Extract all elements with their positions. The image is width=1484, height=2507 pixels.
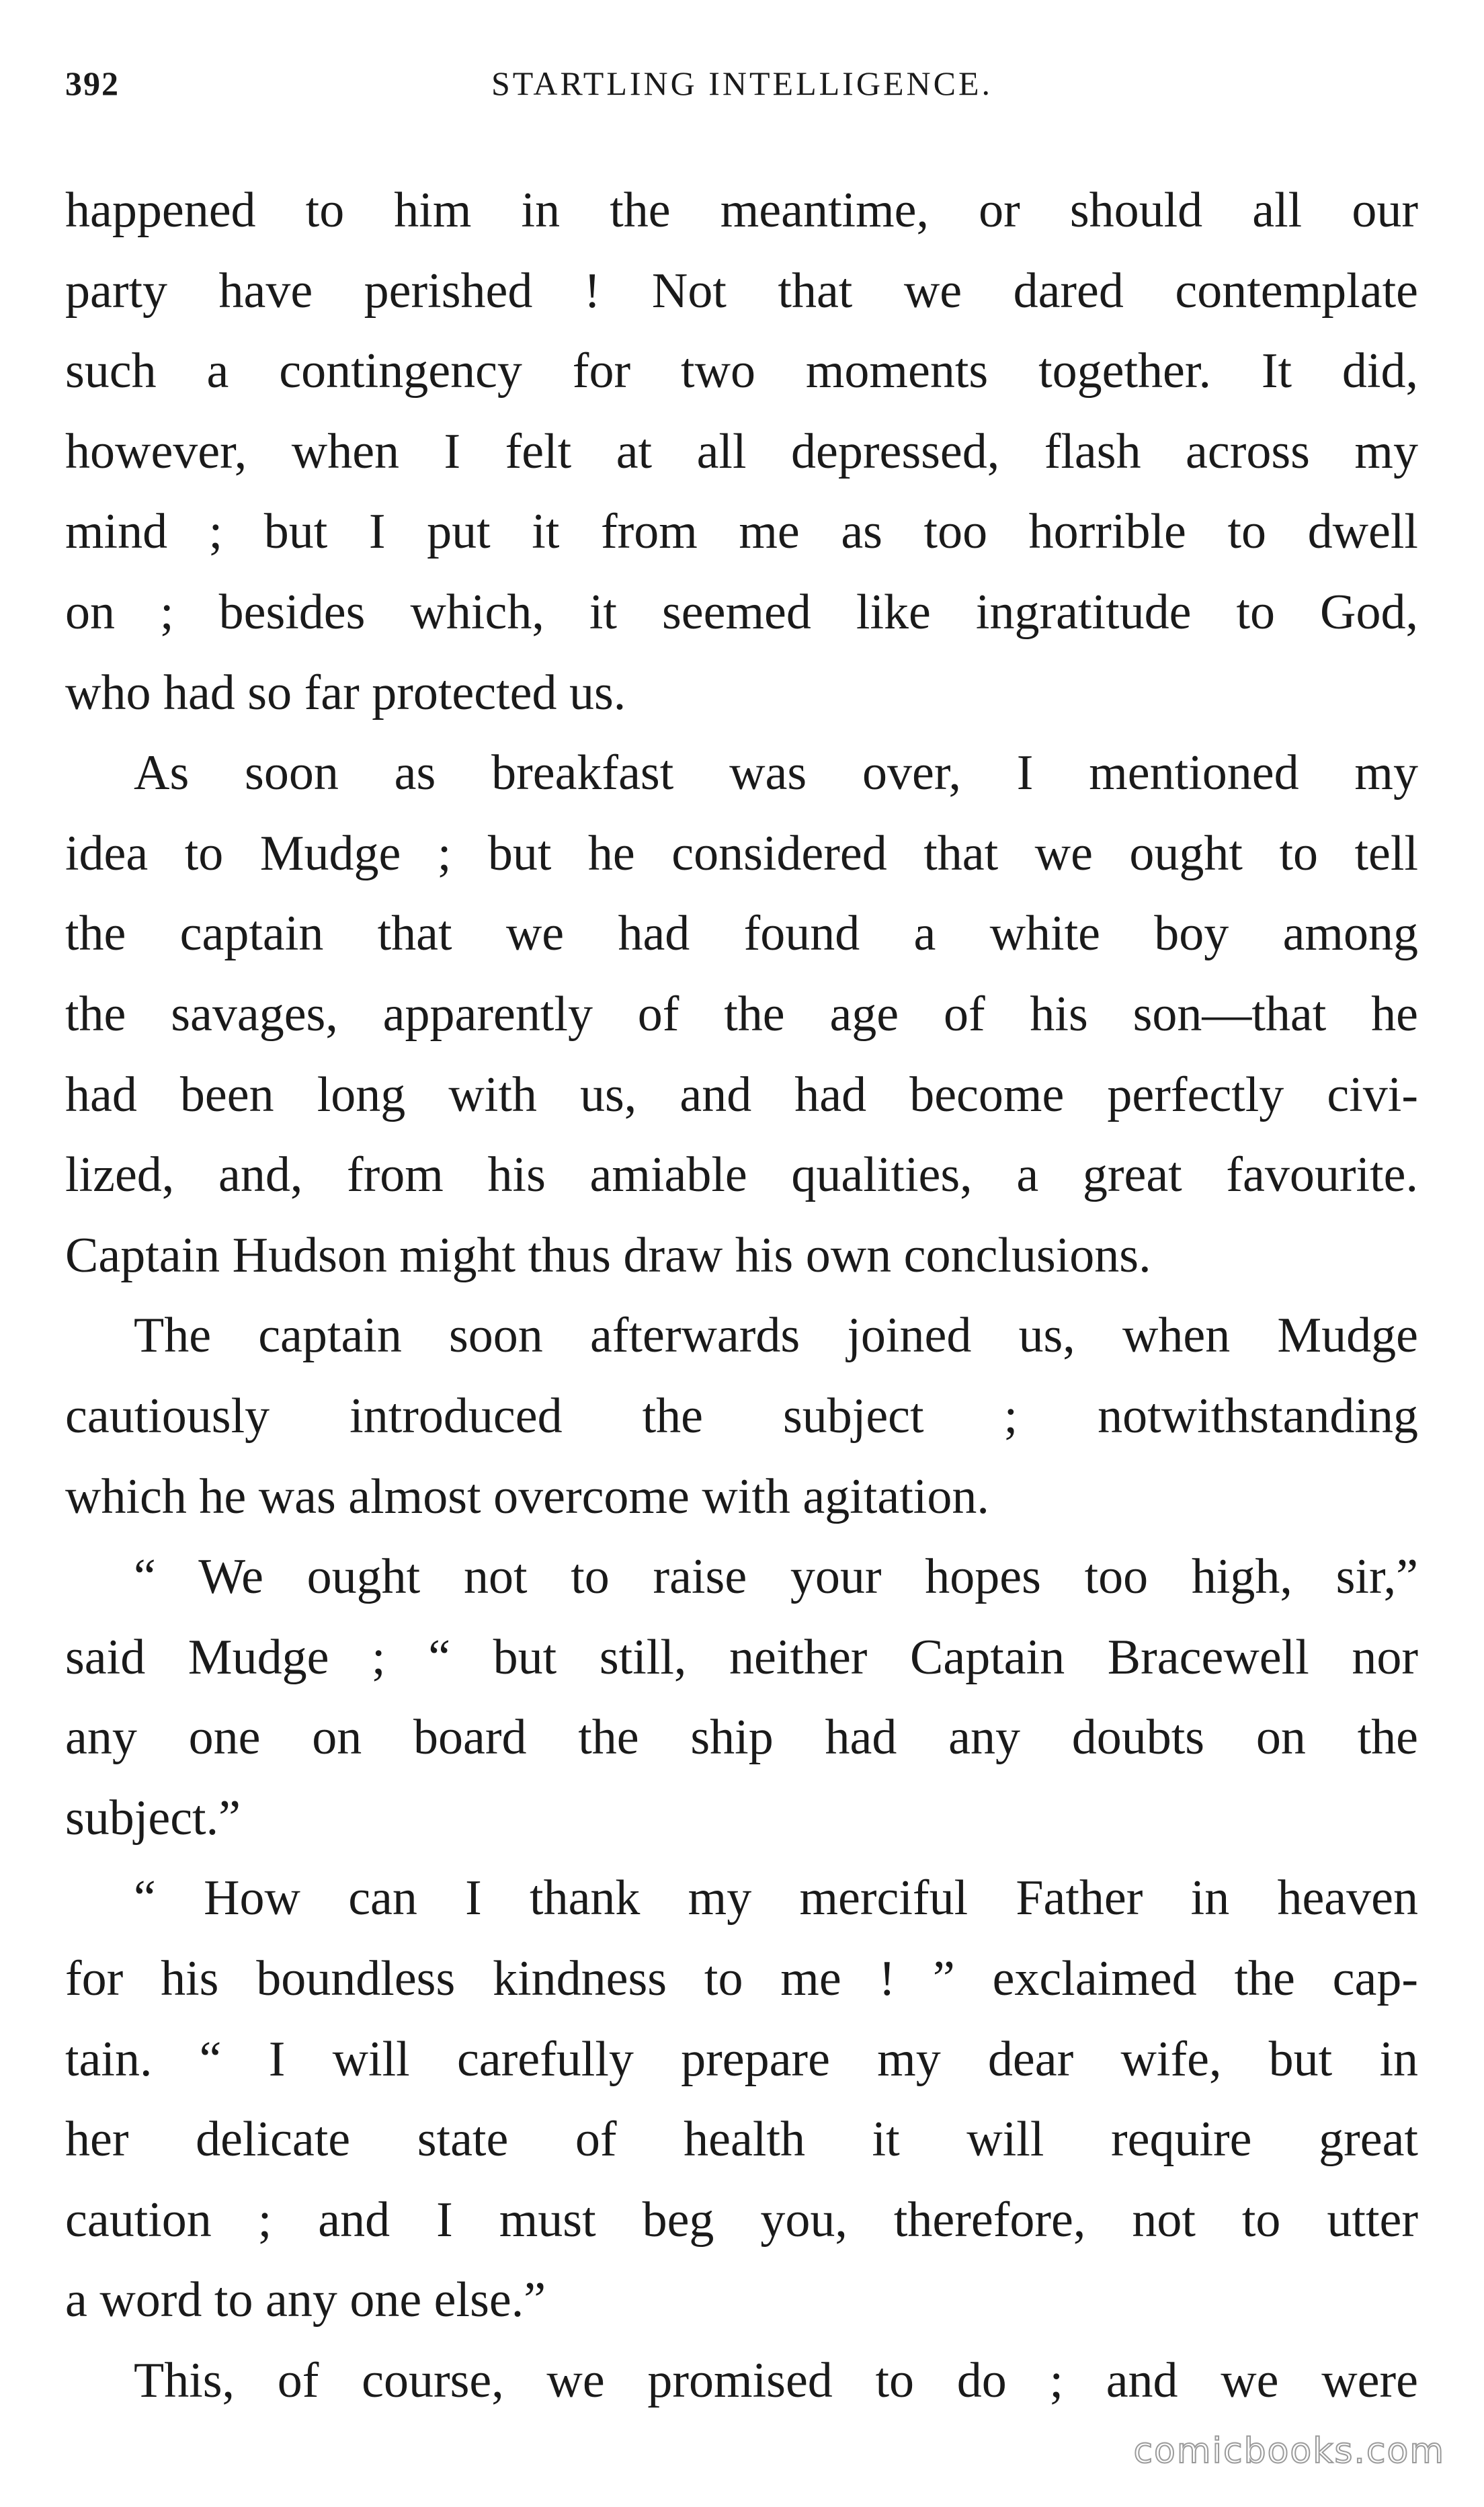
running-title: STARTLING INTELLIGENCE. (491, 65, 993, 102)
text-line: This, of course, we promised to do ; and we were (134, 2353, 1418, 2409)
text-line: “ We ought not to raise your hopes too high, sir,” (134, 1549, 1418, 1605)
text-line: As soon as breakfast was over, I mentioned my (134, 745, 1418, 801)
text-line: The captain soon afterwards joined us, when Mudge (134, 1308, 1418, 1364)
text-line: subject.” (65, 1790, 241, 1846)
text-line: however, when I felt at all depressed, flash across my (65, 423, 1418, 479)
text-line: who had so far protected us. (65, 665, 626, 721)
text-line: happened to him in the meantime, or should all our (65, 183, 1418, 238)
text-line: tain. “ I will carefully prepare my dear wife, but in (65, 2031, 1418, 2087)
text-line: mind ; but I put it from me as too horrible to dwell (65, 504, 1418, 560)
page-header (65, 64, 1419, 118)
text-line: party have perished ! Not that we dared contemplate (65, 263, 1418, 319)
text-line: caution ; and I must beg you, therefore, not to utter (65, 2192, 1418, 2248)
text-line: which he was almost overcome with agitation. (65, 1469, 989, 1524)
text-line: “ How can I thank my merciful Father in heaven (134, 1871, 1418, 1926)
text-line: for his boundless kindness to me ! ” exclaimed the cap- (65, 1951, 1418, 2007)
text-line: any one on board the ship had any doubts on the (65, 1710, 1418, 1766)
page-number: 392 (65, 65, 120, 102)
text-line: idea to Mudge ; but he considered that we ought to tell (65, 825, 1418, 881)
text-line: on ; besides which, it seemed like ingratitude to God, (65, 584, 1418, 640)
text-line: the savages, apparently of the age of his son—that he (65, 986, 1418, 1042)
text-line: lized, and, from his amiable qualities, a great favourite. (65, 1147, 1418, 1203)
text-line: Captain Hudson might thus draw his own conclusions. (65, 1227, 1151, 1283)
text-line: cautiously introduced the subject ; notwithstanding (65, 1388, 1418, 1444)
text-line: her delicate state of health it will require great (65, 2112, 1418, 2168)
text-line: the captain that we had found a white boy among (65, 906, 1418, 962)
text-line: a word to any one else.” (65, 2272, 546, 2328)
body-text (65, 171, 1418, 2422)
watermark: comicbooks.com (1133, 2431, 1445, 2471)
text-line: had been long with us, and had become perfectly civi- (65, 1067, 1418, 1122)
text-line: said Mudge ; “ but still, neither Captain Bracewell nor (65, 1629, 1418, 1685)
text-line: such a contingency for two moments together. It did, (65, 343, 1418, 399)
